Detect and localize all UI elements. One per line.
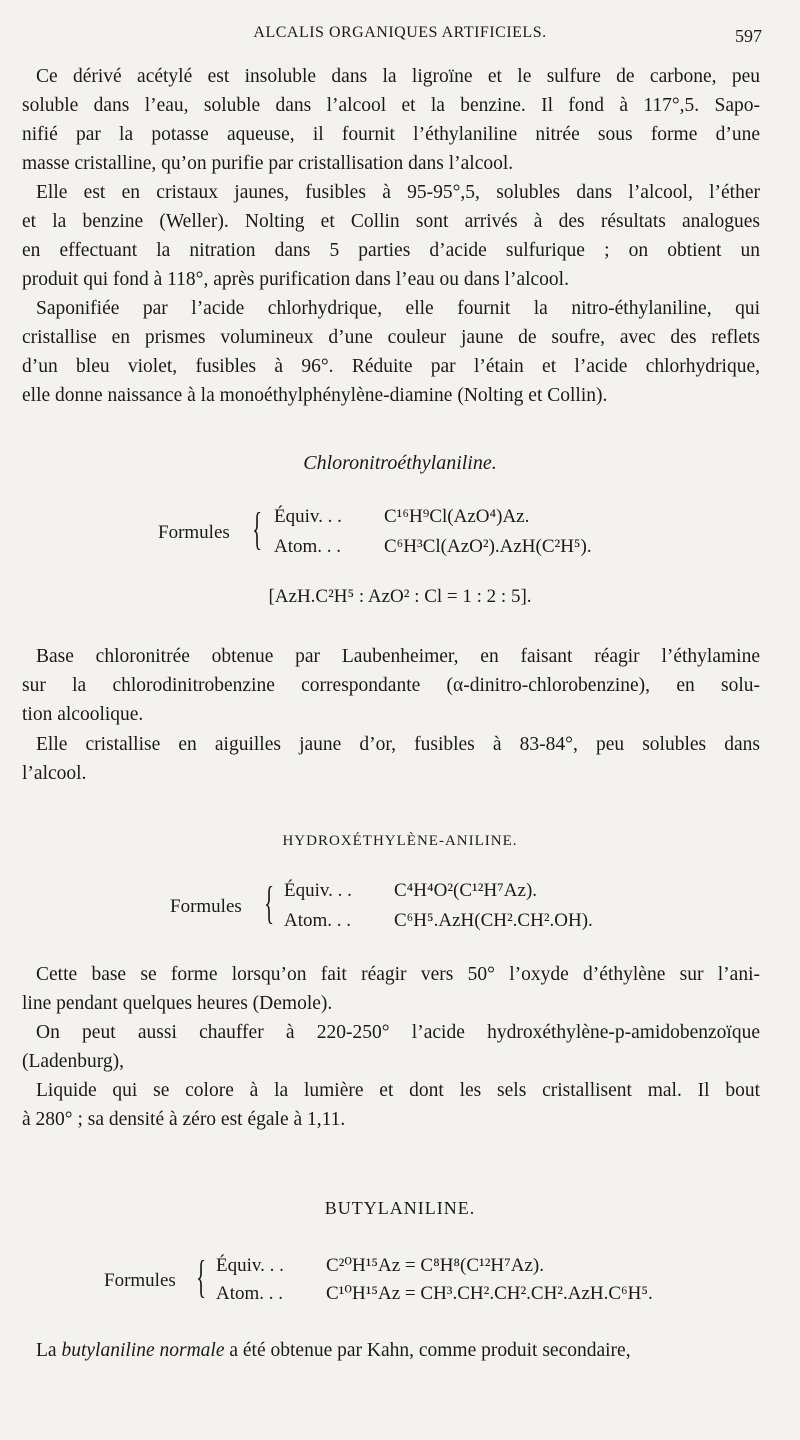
- formula-kind: Équiv. . .: [274, 506, 342, 527]
- formula-value: C²⁰H¹⁵Az = C⁸H⁸(C¹²H⁷Az).: [326, 1255, 545, 1276]
- text-line: nifié par la potasse aqueuse, il fournit l’éthylaniline nitrée sous forme d’une: [22, 124, 760, 145]
- section-heading-chloronitroethylaniline: Chloronitroéthylaniline.: [303, 452, 497, 474]
- formula-kind: Atom. . .: [274, 536, 342, 557]
- page-number: 597: [735, 26, 762, 46]
- text-line: elle donne naissance à la monoéthylphénylène-diamine (Nolting et Collin).: [22, 385, 608, 406]
- section-heading-butylaniline: BUTYLANILINE.: [324, 1198, 476, 1218]
- formula-row-equiv: [284, 880, 537, 902]
- text-line: Liquide qui se colore à la lumière et dont les sels cristallisent mal. Il bout: [36, 1080, 760, 1101]
- ratio-formula: [AzH.C²H⁵ : AzO² : Cl = 1 : 2 : 5].: [268, 586, 532, 607]
- formula-block-butyl: [104, 1251, 784, 1314]
- paragraph-demole: [22, 960, 760, 1018]
- formula-row-atom: [284, 910, 593, 932]
- brace-symbol: {: [252, 503, 263, 554]
- formula-row-equiv: [216, 1254, 544, 1277]
- paragraph-gold-needles: [22, 730, 760, 788]
- text-line: Cette base se forme lorsqu’on fait réagir vers 50° l’oxyde d’éthylène sur l’ani-: [36, 964, 760, 985]
- brace-symbol: {: [264, 877, 275, 928]
- text-line: l’alcool.: [22, 763, 87, 784]
- paragraph-yellow-crystals: [22, 178, 760, 294]
- text-line: tion alcoolique.: [22, 704, 144, 725]
- formula-label: Formules: [104, 1270, 176, 1291]
- formula-block-chloronitro: [158, 504, 718, 564]
- formula-row-atom: [274, 536, 592, 558]
- formula-value: C¹⁰H¹⁵Az = CH³.CH².CH².CH².AzH.C⁶H⁵.: [326, 1283, 653, 1304]
- formula-value: C¹⁶H⁹Cl(AzO⁴)Az.: [384, 506, 530, 527]
- formula-kind: Atom. . .: [216, 1283, 284, 1304]
- paragraph-ladenburg: [22, 1018, 760, 1076]
- text-line: et la benzine (Weller). Nolting et Collin sont arrivés à des résultats analogues: [22, 211, 760, 232]
- formula-label: Formules: [158, 522, 230, 543]
- text-line: soluble dans l’eau, soluble dans l’alcool et la benzine. Il fond à 117°,5. Sapo-: [22, 95, 760, 116]
- formula-value: C⁶H³Cl(AzO²).AzH(C²H⁵).: [384, 536, 592, 557]
- paragraph-laubenheimer: [22, 642, 760, 729]
- text-line: masse cristalline, qu’on purifie par cristallisation dans l’alcool.: [22, 153, 514, 174]
- text-line: produit qui fond à 118°, après purification dans l’eau ou dans l’alcool.: [22, 269, 569, 290]
- text-line: (Ladenburg),: [22, 1051, 124, 1072]
- formula-value: C⁴H⁴O²(C¹²H⁷Az).: [394, 880, 538, 901]
- running-title: ALCALIS ORGANIQUES ARTIFICIELS.: [253, 24, 547, 41]
- text-line: Elle est en cristaux jaunes, fusibles à 95-95°,5, solubles dans l’alcool, l’éther: [36, 182, 760, 203]
- text-line: Saponifiée par l’acide chlorhydrique, elle fournit la nitro-éthylaniline, qui: [36, 298, 760, 319]
- paragraph-saponification: [22, 294, 760, 410]
- text-line: en effectuant la nitration dans 5 parties d’acide sulfurique ; on obtient un: [22, 240, 760, 261]
- text-rest: a été obtenue par Kahn, comme produit secondaire,: [224, 1340, 631, 1361]
- text-line: d’un bleu violet, fusibles à 96°. Réduite par l’étain et l’acide chlorhydrique,: [22, 356, 760, 377]
- text-line: line pendant quelques heures (Demole).: [22, 993, 333, 1014]
- paragraph-kahn: [22, 1336, 760, 1365]
- brace-symbol: {: [196, 1251, 207, 1302]
- formula-kind: Équiv. . .: [284, 880, 352, 901]
- formula-row-equiv: [274, 506, 529, 528]
- formula-value: C⁶H⁵.AzH(CH².CH².OH).: [394, 910, 593, 931]
- paragraph-boiling-point: [22, 1076, 760, 1134]
- running-head: [0, 24, 800, 50]
- text-line: Base chloronitrée obtenue par Laubenheimer, en faisant réagir l’éthylamine: [36, 646, 760, 667]
- text-line: à 280° ; sa densité à zéro est égale à 1,11.: [22, 1109, 346, 1130]
- text-line: Ce dérivé acétylé est insoluble dans la ligroïne et le sulfure de carbone, peu: [36, 66, 760, 87]
- text-line: cristallise en prismes volumineux d’une couleur jaune de soufre, avec des reflets: [22, 327, 760, 348]
- text-line: Elle cristallise en aiguilles jaune d’or, fusibles à 83-84°, peu solubles dans: [36, 734, 760, 755]
- italic-term: butylaniline normale: [61, 1340, 225, 1361]
- text-line: On peut aussi chauffer à 220-250° l’acide hydroxéthylène-p-amidobenzoïque: [36, 1022, 760, 1043]
- formula-row-atom: [216, 1282, 653, 1305]
- formula-label: Formules: [170, 896, 242, 917]
- section-heading-hydroxyethylene-aniline: HYDROXÉTHYLÈNE-ANILINE.: [282, 833, 518, 849]
- text-prefix: La: [36, 1340, 62, 1361]
- paragraph-acetyl-derivative: [22, 62, 760, 178]
- formula-kind: Équiv. . .: [216, 1255, 284, 1276]
- text-line: sur la chlorodinitrobenzine correspondante (α-dinitro-chlorobenzine), en solu-: [22, 675, 760, 696]
- formula-block-hydroxy: [170, 878, 730, 938]
- text-line: [22, 1336, 760, 1365]
- formula-kind: Atom. . .: [284, 910, 352, 931]
